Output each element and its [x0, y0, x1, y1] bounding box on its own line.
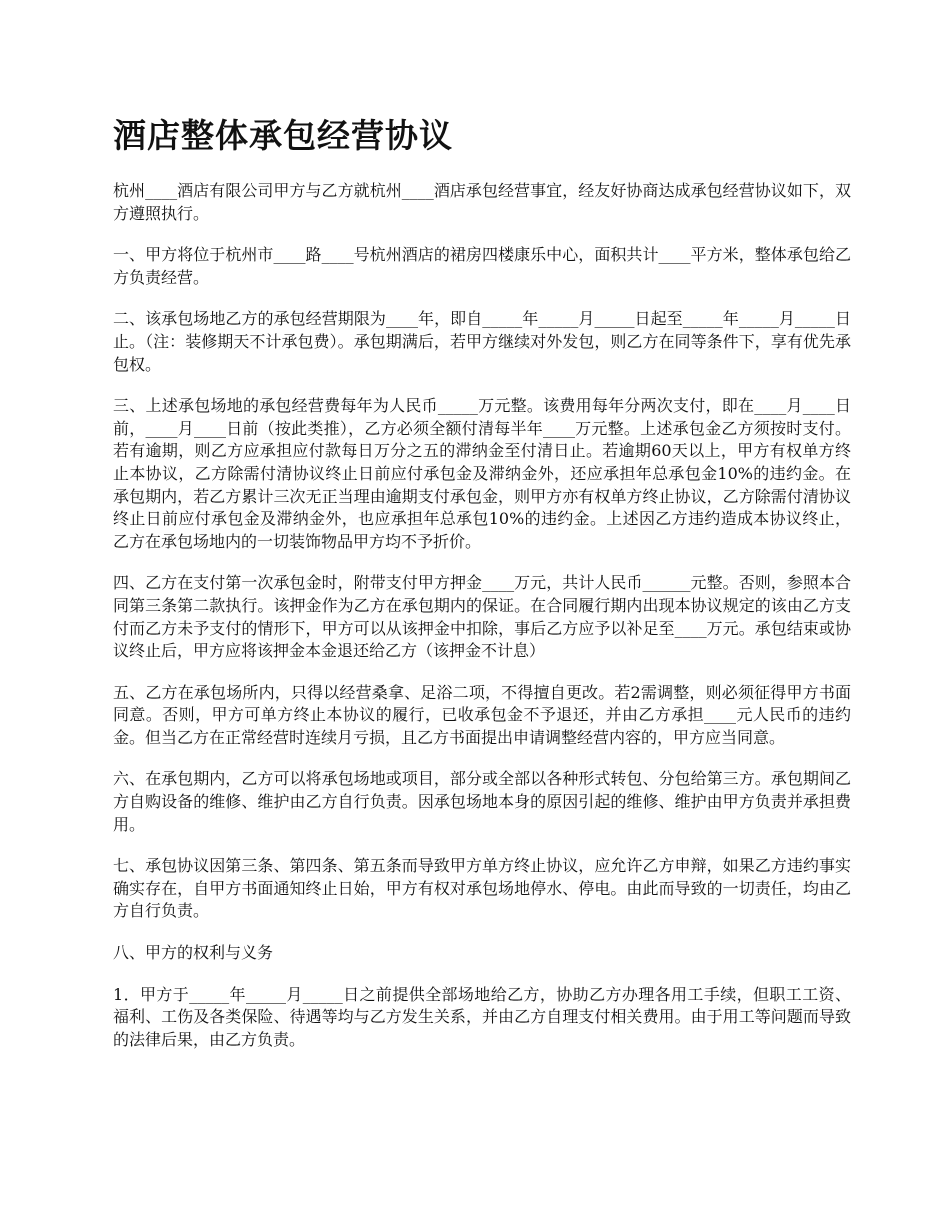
- document-page: [113, 112, 851, 1070]
- paragraph-intro: 杭州____酒店有限公司甲方与乙方就杭州____酒店承包经营事宜，经友好协商达成承包经营协议如下，双方遵照执行。: [113, 181, 851, 223]
- paragraph-clause-5: 五、乙方在承包场所内，只得以经营桑拿、足浴二项，不得擅自更改。若2需调整，则必须征得甲方书面同意。否则，甲方可单方终止本协议的履行，已收承包金不予退还，并由乙方承担____元人民币的违约金。但当乙方在正常经营时连续月亏损，且乙方书面提出申请调整经营内容的，甲方应当同意。: [113, 682, 851, 747]
- paragraph-clause-3: 三、上述承包场地的承包经营费每年为人民币_____万元整。该费用每年分两次支付，即在____月____日前，____月____日前（按此类推），乙方必须全额付清每半年____万元整。上述承包金乙方须按时支付。若有逾期，则乙方应承担应付款每日万分之五的滞纳金至付清日止。若逾期60天以上，甲方有权单方终止本协议，乙方除需付清协议终止日前应付承包金及滞纳金外，还应承担年总承包金10%的违约金。在承包期内，若乙方累计三次无正当理由逾期支付承包金，则甲方亦有权单方终止协议，乙方除需付清协议终止日前应付承包金及滞纳金外，也应承担年总承包10%的违约金。上述因乙方违约造成本协议终止，乙方在承包场地内的一切装饰物品甲方均不予折价。: [113, 396, 851, 551]
- paragraph-clause-7: 七、承包协议因第三条、第四条、第五条而导致甲方单方终止协议，应允许乙方申辩，如果乙方违约事实确实存在，自甲方书面通知终止日始，甲方有权对承包场地停水、停电。由此而导致的一切责任，均由乙方自行负责。: [113, 856, 851, 921]
- paragraph-clause-6: 六、在承包期内，乙方可以将承包场地或项目，部分或全部以各种形式转包、分包给第三方。承包期间乙方自购设备的维修、维护由乙方自行负责。因承包场地本身的原因引起的维修、维护由甲方负责并承担费用。: [113, 769, 851, 834]
- paragraph-clause-4: 四、乙方在支付第一次承包金时，附带支付甲方押金____万元，共计人民币______元整。否则，参照本合同第三条第二款执行。该押金作为乙方在承包期内的保证。在合同履行期内出现本协议规定的该由乙方支付而乙方未予支付的情形下，甲方可以从该押金中扣除，事后乙方应予以补足至____万元。承包结束或协议终止后，甲方应将该押金本金退还给乙方（该押金不计息）: [113, 573, 851, 661]
- paragraph-clause-1: 一、甲方将位于杭州市____路____号杭州酒店的裙房四楼康乐中心，面积共计____平方米，整体承包给乙方负责经营。: [113, 245, 851, 287]
- paragraph-clause-8-item-1: 1．甲方于_____年_____月_____日之前提供全部场地给乙方，协助乙方办理各用工手续，但职工工资、福利、工伤及各类保险、待遇等均与乙方发生关系，并由乙方自理支付相关费用。由于用工等问题而导致的法律后果，由乙方负责。: [113, 984, 851, 1049]
- paragraph-clause-2: 二、该承包场地乙方的承包经营期限为____年，即自_____年_____月_____日起至_____年_____月_____日止。（注：装修期天不计承包费）。承包期满后，若甲方继续对外发包，则乙方在同等条件下，享有优先承包权。: [113, 309, 851, 374]
- document-title: 酒店整体承包经营协议: [113, 116, 453, 155]
- paragraph-clause-8-heading: 八、甲方的权利与义务: [113, 943, 274, 963]
